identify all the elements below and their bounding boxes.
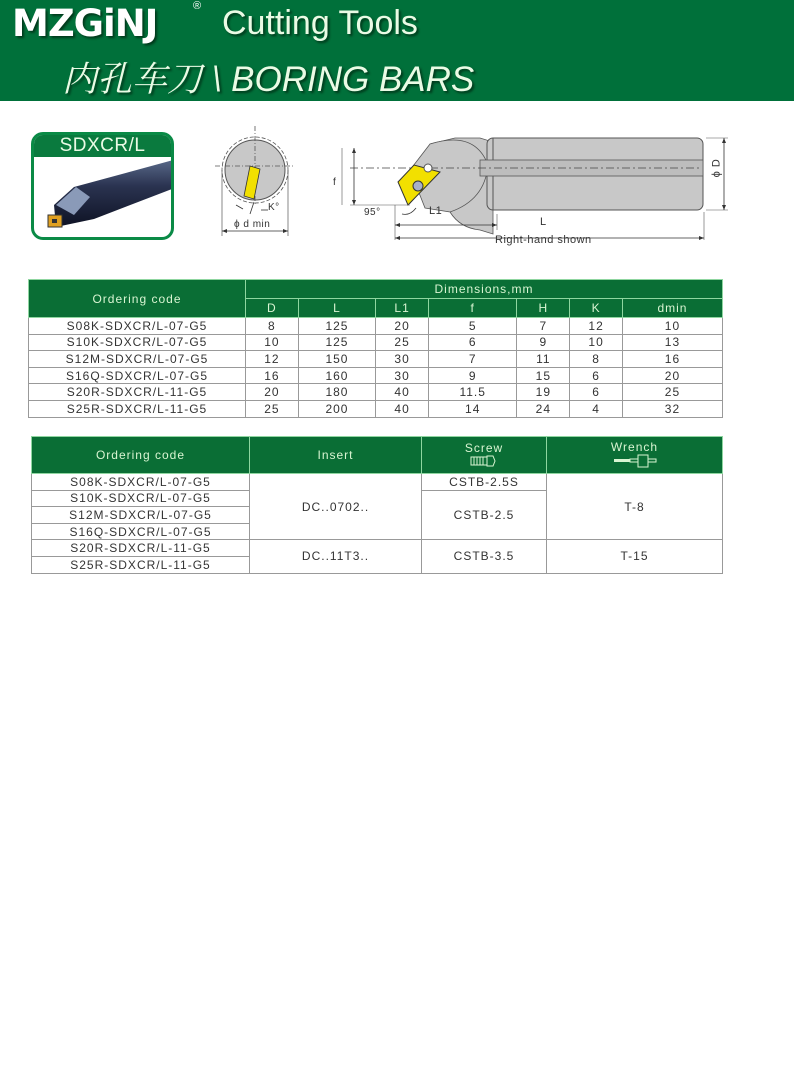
right-hand-caption: Right-hand shown: [495, 234, 592, 246]
cell-h: 9: [517, 334, 570, 351]
wrench-icon: [613, 454, 657, 468]
cell-d: 16: [246, 367, 299, 384]
cell-f: 5: [428, 318, 517, 335]
screw-cell: CSTB-3.5: [422, 540, 547, 573]
table-row: [29, 384, 723, 401]
screw-cell: CSTB-2.5: [422, 490, 547, 540]
ordering-code: S16Q-SDXCR/L-07-G5: [29, 367, 246, 384]
cell-l: 180: [298, 384, 375, 401]
cell-f: 7: [428, 351, 517, 368]
ordering-code: S25R-SDXCR/L-11-G5: [32, 556, 250, 573]
cell-d: 12: [246, 351, 299, 368]
ordering-code: S12M-SDXCR/L-07-G5: [29, 351, 246, 368]
col-header-h: H: [517, 299, 570, 318]
cell-dmin: 20: [622, 367, 722, 384]
table-row: [32, 474, 723, 491]
cell-f: 6: [428, 334, 517, 351]
l1-label: L1: [429, 205, 443, 217]
cell-h: 15: [517, 367, 570, 384]
ordering-code: S08K-SDXCR/L-07-G5: [29, 318, 246, 335]
wrench-cell: T-8: [547, 474, 723, 540]
cell-l: 200: [298, 400, 375, 417]
col-header-l1: L1: [376, 299, 429, 318]
cell-k: 12: [570, 318, 623, 335]
dimensions-table: [28, 279, 723, 418]
screw-cell: CSTB-2.5S: [422, 474, 547, 491]
ordering-code-header: Ordering code: [32, 437, 250, 474]
screw-header: [422, 437, 547, 474]
k-angle-label: K°: [268, 202, 280, 213]
table-row: [29, 400, 723, 417]
cell-l1: 20: [376, 318, 429, 335]
cell-f: 9: [428, 367, 517, 384]
cell-l1: 30: [376, 367, 429, 384]
dmin-label: ϕ d min: [234, 219, 271, 230]
ordering-code: S20R-SDXCR/L-11-G5: [32, 540, 250, 557]
ordering-code: S10K-SDXCR/L-07-G5: [32, 490, 250, 507]
ordering-code: S16Q-SDXCR/L-07-G5: [32, 523, 250, 540]
phi-d-label: ϕ D: [710, 158, 723, 178]
angle-95-label: 95°: [364, 207, 381, 218]
cell-k: 6: [570, 367, 623, 384]
cell-h: 24: [517, 400, 570, 417]
cell-k: 4: [570, 400, 623, 417]
cell-f: 11.5: [428, 384, 517, 401]
cell-l: 125: [298, 334, 375, 351]
page-header: [0, 0, 794, 101]
table-row: [29, 318, 723, 335]
col-header-l: L: [298, 299, 375, 318]
ordering-code: S25R-SDXCR/L-11-G5: [29, 400, 246, 417]
cell-l1: 30: [376, 351, 429, 368]
wrench-header: [547, 437, 723, 474]
accessories-table: [31, 436, 723, 574]
series-label: SDXCR/L: [34, 135, 171, 157]
wrench-cell: T-15: [547, 540, 723, 573]
ordering-code: S20R-SDXCR/L-11-G5: [29, 384, 246, 401]
col-header-f: f: [428, 299, 517, 318]
cell-d: 25: [246, 400, 299, 417]
table-row: [29, 334, 723, 351]
col-header-k: K: [570, 299, 623, 318]
insert-cell: DC..0702..: [250, 474, 422, 540]
col-header-d: D: [246, 299, 299, 318]
cell-dmin: 10: [622, 318, 722, 335]
dimensions-group-header: Dimensions,mm: [246, 280, 723, 299]
ordering-code: S10K-SDXCR/L-07-G5: [29, 334, 246, 351]
product-photo-card: [31, 132, 174, 240]
cell-h: 11: [517, 351, 570, 368]
ordering-code: S12M-SDXCR/L-07-G5: [32, 507, 250, 524]
cell-h: 19: [517, 384, 570, 401]
cell-l: 160: [298, 367, 375, 384]
cell-l1: 40: [376, 384, 429, 401]
cell-k: 10: [570, 334, 623, 351]
table-row: [32, 540, 723, 557]
cell-d: 10: [246, 334, 299, 351]
cell-k: 8: [570, 351, 623, 368]
cell-h: 7: [517, 318, 570, 335]
wrench-header-label: Wrench: [610, 439, 659, 454]
side-view-diagram: [330, 130, 730, 240]
cell-l: 125: [298, 318, 375, 335]
l-label: L: [540, 216, 547, 228]
cell-dmin: 25: [622, 384, 722, 401]
cell-dmin: 32: [622, 400, 722, 417]
cell-d: 8: [246, 318, 299, 335]
cell-dmin: 16: [622, 351, 722, 368]
screw-icon: [469, 455, 499, 467]
boring-bar-photo: [34, 157, 174, 240]
page-title: Cutting Tools: [222, 4, 418, 42]
insert-header: Insert: [250, 437, 422, 474]
table-row: [29, 367, 723, 384]
f-label: f: [333, 177, 337, 188]
col-header-dmin: dmin: [622, 299, 722, 318]
brand-logo: MZGiNJ: [12, 2, 158, 45]
cell-k: 6: [570, 384, 623, 401]
cell-f: 14: [428, 400, 517, 417]
cell-d: 20: [246, 384, 299, 401]
ordering-code-header: Ordering code: [29, 280, 246, 318]
registered-mark: ®: [193, 0, 202, 12]
cell-l1: 25: [376, 334, 429, 351]
screw-header-label: Screw: [464, 440, 504, 455]
ordering-code: S08K-SDXCR/L-07-G5: [32, 474, 250, 491]
cell-dmin: 13: [622, 334, 722, 351]
table-row: [29, 351, 723, 368]
cell-l: 150: [298, 351, 375, 368]
insert-cell: DC..11T3..: [250, 540, 422, 573]
page-subtitle: 内孔车刀 \ BORING BARS: [62, 60, 475, 99]
cell-l1: 40: [376, 400, 429, 417]
